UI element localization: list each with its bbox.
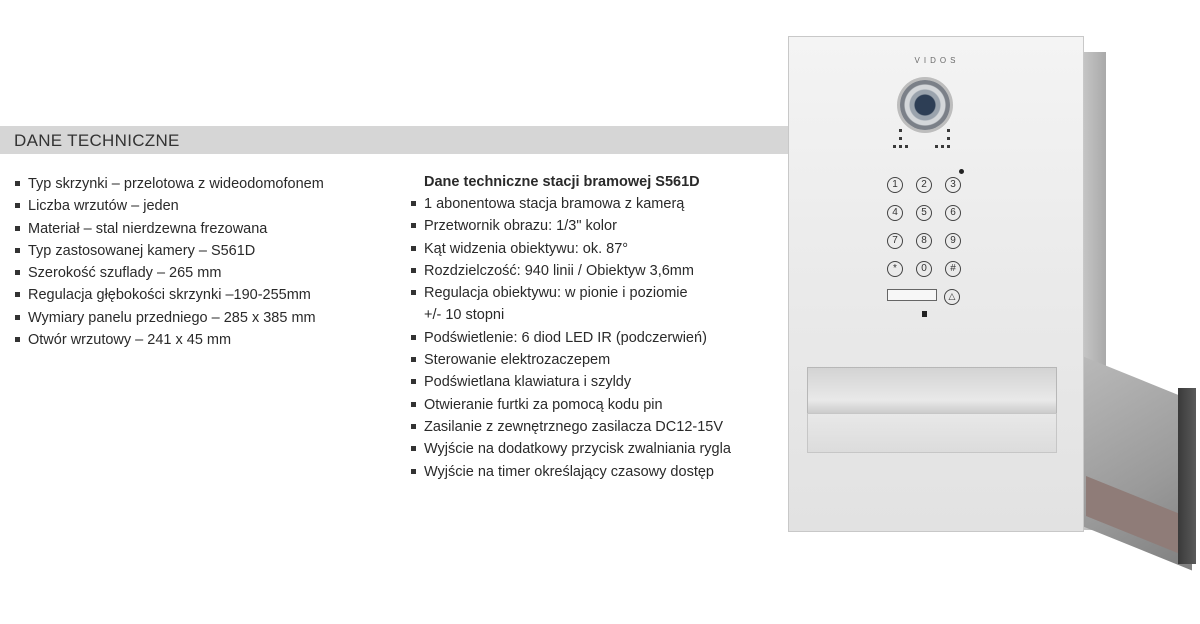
list-item: Przetwornik obrazu: 1/3" kolor bbox=[410, 215, 731, 237]
list-item: Sterowanie elektrozaczepem bbox=[410, 349, 731, 371]
sensor-icon bbox=[922, 311, 927, 317]
status-led bbox=[959, 169, 964, 174]
ir-led-left-icon bbox=[893, 129, 917, 153]
section-title: DANE TECHNICZNE bbox=[14, 131, 180, 150]
mail-slot bbox=[807, 367, 1057, 415]
mailbox-drawer-edge bbox=[1178, 388, 1196, 564]
key-0: 0 bbox=[916, 261, 932, 277]
list-item-continuation: +/- 10 stopni bbox=[424, 307, 505, 324]
list-item: Regulacja obiektywu: w pionie i poziomie bbox=[410, 282, 731, 304]
list-item: Podświetlana klawiatura i szyldy bbox=[410, 371, 731, 393]
list-item: Typ zastosowanej kamery – S561D bbox=[14, 240, 324, 262]
list-item: Otwór wrzutowy – 241 x 45 mm bbox=[14, 329, 324, 351]
key-5: 5 bbox=[916, 205, 932, 221]
list-item: Podświetlenie: 6 diod LED IR (podczerwień) bbox=[410, 327, 731, 349]
key-8: 8 bbox=[916, 233, 932, 249]
list-item: Typ skrzynki – przelotowa z wideodomofonem bbox=[14, 173, 324, 195]
list-item: Liczba wrzutów – jeden bbox=[14, 195, 324, 217]
mailbox-spec-list bbox=[14, 173, 324, 351]
key-star: * bbox=[887, 261, 903, 277]
key-3: 3 bbox=[945, 177, 961, 193]
list-item: Wyjście na dodatkowy przycisk zwalniania rygla bbox=[410, 438, 731, 460]
brand-logo: VIDOS bbox=[914, 56, 960, 65]
key-4: 4 bbox=[887, 205, 903, 221]
camera-lens-icon bbox=[900, 80, 950, 130]
key-6: 6 bbox=[945, 205, 961, 221]
list-item: Kąt widzenia obiektywu: ok. 87° bbox=[410, 238, 731, 260]
name-plate bbox=[887, 289, 937, 301]
list-item: Wyjście na timer określający czasowy dostęp bbox=[410, 461, 731, 483]
key-7: 7 bbox=[887, 233, 903, 249]
key-hash: # bbox=[945, 261, 961, 277]
key-1: 1 bbox=[887, 177, 903, 193]
station-spec-list bbox=[410, 193, 731, 483]
front-panel bbox=[788, 36, 1084, 532]
list-item: Wymiary panelu przedniego – 285 x 385 mm bbox=[14, 307, 324, 329]
list-item: Rozdzielczość: 940 linii / Obiektyw 3,6mm bbox=[410, 260, 731, 282]
mail-slot-flap bbox=[807, 413, 1057, 453]
list-item: 1 abonentowa stacja bramowa z kamerą bbox=[410, 193, 731, 215]
list-item: Regulacja głębokości skrzynki –190-255mm bbox=[14, 284, 324, 306]
key-9: 9 bbox=[945, 233, 961, 249]
list-item: Otwieranie furtki za pomocą kodu pin bbox=[410, 394, 731, 416]
list-item: Szerokość szuflady – 265 mm bbox=[14, 262, 324, 284]
list-item: Materiał – stal nierdzewna frezowana bbox=[14, 218, 324, 240]
ir-led-right-icon bbox=[935, 129, 959, 153]
bell-icon: △ bbox=[944, 289, 960, 305]
list-item: Zasilanie z zewnętrznego zasilacza DC12-15V bbox=[410, 416, 731, 438]
station-specs-title: Dane techniczne stacji bramowej S561D bbox=[424, 174, 700, 190]
key-2: 2 bbox=[916, 177, 932, 193]
mailbox-intercom-product-image bbox=[786, 36, 1198, 536]
